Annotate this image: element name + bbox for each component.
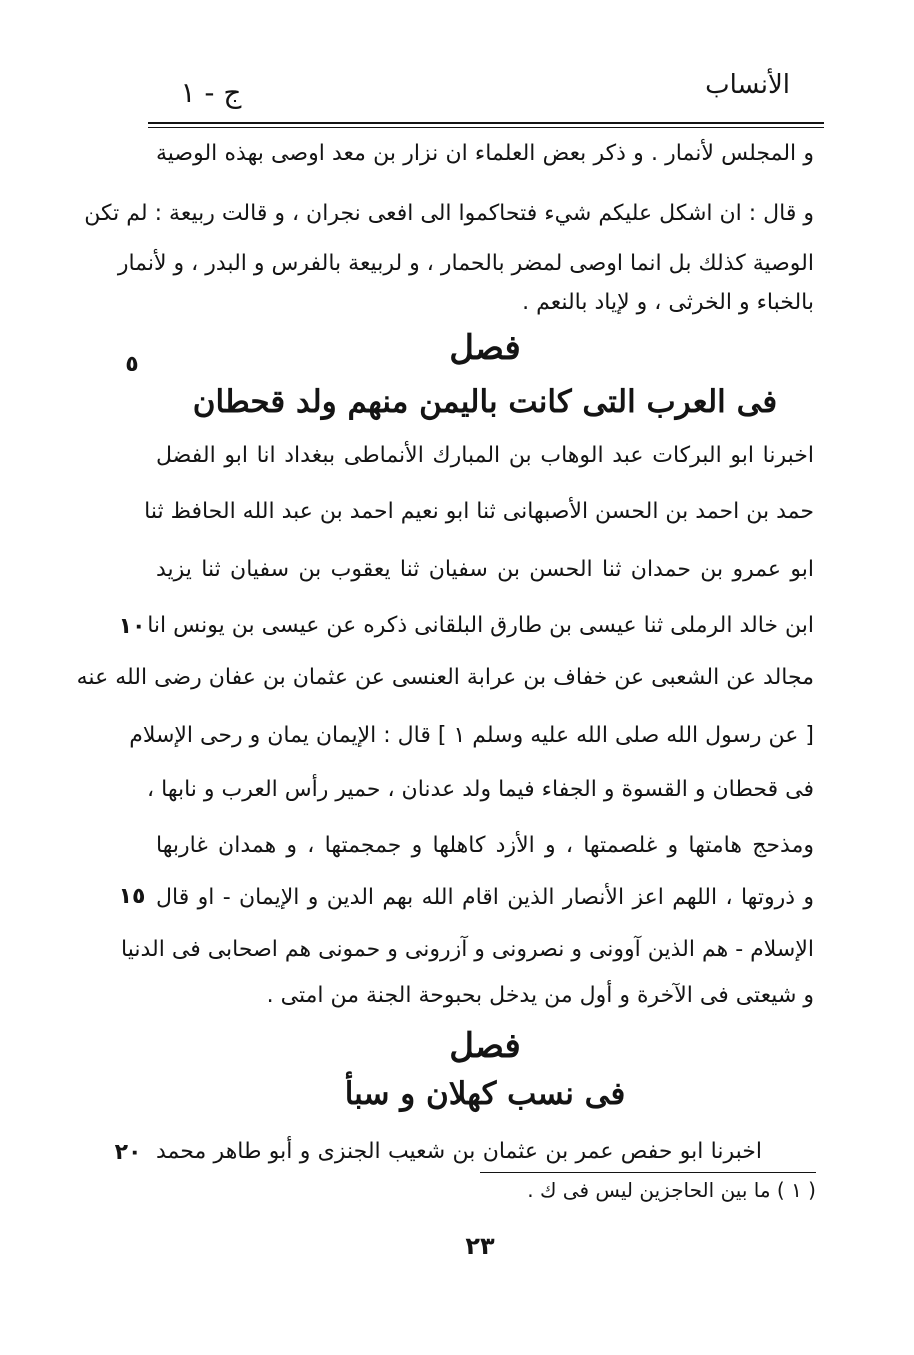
volume-marker: ج - ١ <box>180 76 242 109</box>
text-line: الإسلام - هم الذين آوونى و نصرونى و آزرونى و حمونى هم اصحابى فى الدنيا <box>121 937 814 962</box>
text-line: و قال : ان اشكل عليكم شيء فتحاكموا الى افعى نجران ، و قالت ربيعة : لم تكن <box>84 201 814 226</box>
text-line: مجالد عن الشعبى عن خفاف بن عرابة العنسى عن عثمان بن عفان رضى الله عنه <box>76 665 814 690</box>
text-line: ابن خالد الرملى ثنا عيسى بن طارق البلقانى ذكره عن عيسى بن يونس انا <box>147 613 814 638</box>
section-heading-title: فى العرب التى كانت باليمن منهم ولد قحطان <box>192 384 778 420</box>
line-number: ١٠ <box>118 614 146 639</box>
header-rule-thin <box>148 127 824 128</box>
line-number: ١٥ <box>118 884 146 909</box>
text-line: فى قحطان و القسوة و الجفاء فيما ولد عدنان ، حمير رأس العرب و نابها ، <box>147 777 814 802</box>
page-number: ٢٣ <box>465 1232 495 1260</box>
line-number: ٢٠ <box>114 1140 142 1165</box>
text-line: و ذروتها ، اللهم اعز الأنصار الذين اقام الله بهم الدين و الإيمان - او قال <box>156 885 814 910</box>
text-line: اخبرنا ابو حفص عمر بن عثمان بن شعيب الجنزى و أبو طاهر محمد <box>156 1139 762 1164</box>
text-line: و المجلس لأنمار . و ذكر بعض العلماء ان نزار بن معد اوصى بهذه الوصية <box>156 141 814 166</box>
footnote-rule <box>480 1172 816 1173</box>
section-heading-fasl: فصل <box>449 1026 521 1066</box>
running-title: الأنساب <box>705 70 790 100</box>
text-line: [ عن رسول الله صلى الله عليه وسلم ١ ] قال : الإيمان يمان و رحى الإسلام <box>129 723 814 748</box>
section-heading-title: فى نسب كهلان و سبأ <box>344 1076 626 1112</box>
line-number: ٥ <box>125 352 139 377</box>
text-line: اخبرنا ابو البركات عبد الوهاب بن المبارك الأنماطى ببغداد انا ابو الفضل <box>156 443 814 468</box>
text-line: بالخباء و الخرثى ، و لإياد بالنعم . <box>522 290 814 315</box>
text-line: الوصية كذلك بل انما اوصى لمضر بالحمار ، و لربيعة بالفرس و البدر ، و لأنمار <box>117 251 814 276</box>
footnote: ( ١ ) ما بين الحاجزين ليس فى ك . <box>527 1178 816 1202</box>
text-line: حمد بن احمد بن الحسن الأصبهانى ثنا ابو نعيم احمد بن عبد الله الحافظ ثنا <box>144 499 814 524</box>
text-line: و شيعتى فى الآخرة و أول من يدخل بحبوحة الجنة من امتى . <box>266 983 814 1008</box>
text-line: ومذحج هامتها و غلصمتها ، و الأزد كاهلها و جمجمتها ، و همدان غاربها <box>156 833 814 858</box>
section-heading-fasl: فصل <box>449 328 521 368</box>
text-line: ابو عمرو بن حمدان ثنا الحسن بن سفيان ثنا يعقوب بن سفيان ثنا يزيد <box>156 557 814 582</box>
header-rule <box>148 122 824 124</box>
